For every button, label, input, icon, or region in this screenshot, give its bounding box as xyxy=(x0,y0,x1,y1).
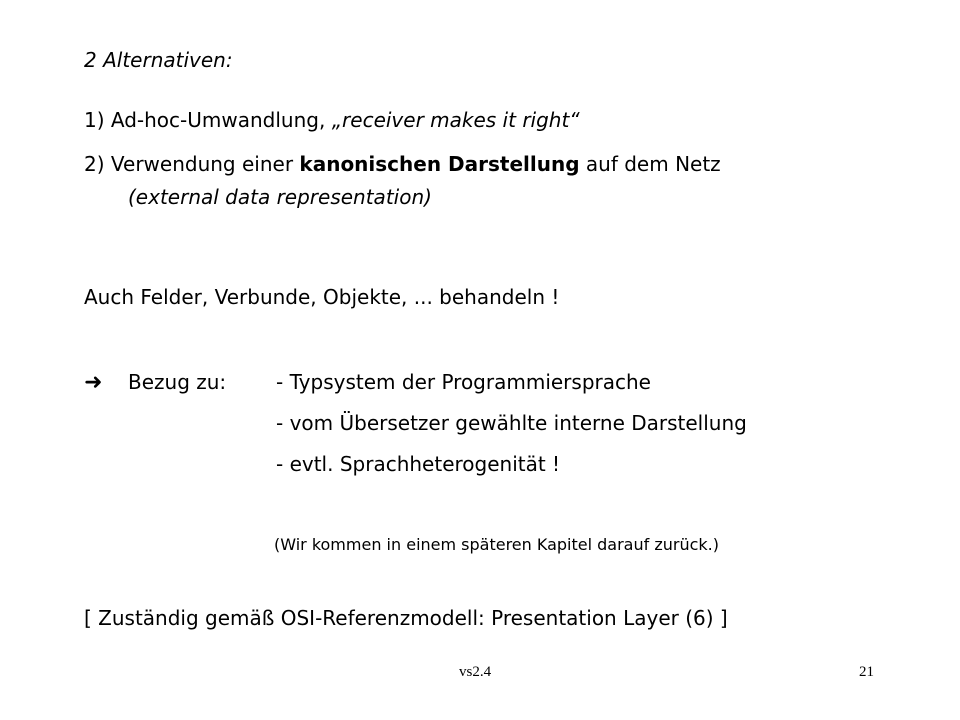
also-handle-line: Auch Felder, Verbunde, Objekte, ... behandeln ! xyxy=(84,285,560,309)
arrow-right-icon: ➜ xyxy=(84,370,103,395)
alternative-2-subtitle: (external data representation) xyxy=(128,185,432,209)
footer-course: vs2.4 xyxy=(459,664,492,680)
bezug-label: Bezug zu: xyxy=(128,370,227,394)
alternative-2 xyxy=(84,152,721,176)
bezug-item-1: - Typsystem der Programmiersprache xyxy=(276,370,651,394)
bezug-item-3: - evtl. Sprachheterogenität ! xyxy=(276,452,561,476)
alternative-2-bold: kanonischen Darstellung xyxy=(299,152,580,176)
alternative-1-quote: „receiver makes it right“ xyxy=(331,108,580,132)
alternative-2-text: 2) Verwendung einer xyxy=(84,152,300,176)
alternative-1 xyxy=(84,108,580,132)
page-number: 21 xyxy=(859,664,874,680)
alternative-1-text: 1) Ad-hoc-Umwandlung, xyxy=(84,108,332,132)
slide-heading: 2 Alternativen: xyxy=(84,48,233,72)
note-text: (Wir kommen in einem späteren Kapitel darauf zurück.) xyxy=(274,535,719,554)
alternative-2-suffix: auf dem Netz xyxy=(579,152,721,176)
osi-line: [ Zuständig gemäß OSI-Referenzmodell: Presentation Layer (6) ] xyxy=(84,606,728,630)
bezug-line xyxy=(84,370,102,395)
bezug-item-2: - vom Übersetzer gewählte interne Darstellung xyxy=(276,411,747,435)
